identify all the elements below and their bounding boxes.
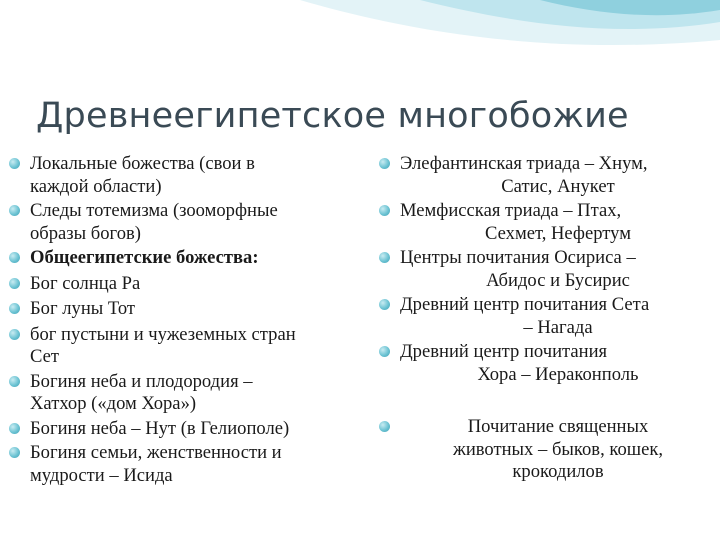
item-line: Бог солнца Ра	[30, 272, 141, 294]
list-item	[8, 298, 360, 321]
item-line: Хора – Иераконполь	[477, 363, 639, 385]
list-item	[8, 273, 360, 296]
item-line: Хатхор («дом Хора»)	[30, 393, 197, 414]
item-line: Сехмет, Нефертум	[485, 222, 631, 244]
list-item	[378, 200, 716, 245]
bullet-icon	[9, 158, 20, 169]
item-line: Абидос и Бусирис	[486, 269, 630, 291]
bullet-icon	[379, 158, 390, 169]
list-item	[8, 247, 360, 270]
bullet-icon	[379, 346, 390, 357]
item-line: – Нагада	[523, 316, 593, 338]
list-item	[8, 200, 360, 245]
right-bullet-list	[378, 153, 716, 484]
list-item	[8, 442, 360, 487]
bullet-icon	[9, 376, 20, 387]
bullet-icon	[379, 205, 390, 216]
item-line: Богиня семьи, женственности и	[30, 442, 282, 463]
item-line: Следы тотемизма (зооморфные	[30, 200, 278, 221]
bullet-icon	[9, 278, 20, 289]
list-item	[378, 153, 716, 198]
list-item	[378, 416, 716, 484]
left-bullet-list	[8, 153, 360, 487]
bullet-icon	[9, 252, 20, 263]
bullet-icon	[379, 299, 390, 310]
list-item	[8, 418, 360, 441]
item-line: Общеегипетские божества:	[30, 247, 259, 268]
bullet-icon	[9, 423, 20, 434]
list-item	[8, 153, 360, 198]
item-line: Элефантинская триада – Хнум,	[400, 153, 648, 174]
item-line: Богиня неба – Нут (в Гелиополе)	[30, 417, 290, 439]
item-line: Богиня неба и плодородия –	[30, 370, 253, 392]
list-item	[378, 247, 716, 292]
bullet-icon	[9, 329, 20, 340]
item-line: каждой области)	[30, 175, 162, 197]
bullet-icon	[9, 447, 20, 458]
bullet-icon	[379, 252, 390, 263]
item-line: мудрости – Исида	[30, 464, 173, 486]
item-line: Мемфисская триада – Птах,	[400, 200, 622, 221]
slide-title: Древнеегипетское многобожие	[36, 96, 629, 136]
item-line: Сет	[30, 346, 60, 367]
bullet-icon	[9, 303, 20, 314]
bullet-icon	[9, 205, 20, 216]
item-line: Локальные божества (свои в	[30, 153, 255, 174]
bullet-icon	[379, 421, 390, 432]
item-line: Древний центр почитания	[400, 341, 608, 362]
header-wave-decoration	[0, 0, 720, 70]
item-line: бог пустыни и чужеземных стран	[30, 323, 296, 345]
item-line: животных – быков, кошек,	[452, 438, 663, 460]
item-line: Сатис, Анукет	[501, 175, 615, 197]
item-line: Центры почитания Осириса –	[400, 247, 636, 268]
list-item	[378, 341, 716, 386]
list-item	[8, 324, 360, 369]
item-line: Почитание священных	[467, 416, 649, 437]
item-line: Древний центр почитания Сета	[400, 294, 650, 315]
item-line: крокодилов	[512, 461, 604, 482]
item-line: образы богов)	[30, 222, 141, 244]
list-item	[8, 371, 360, 416]
item-line: Бог луны Тот	[30, 298, 136, 319]
list-item	[378, 294, 716, 339]
